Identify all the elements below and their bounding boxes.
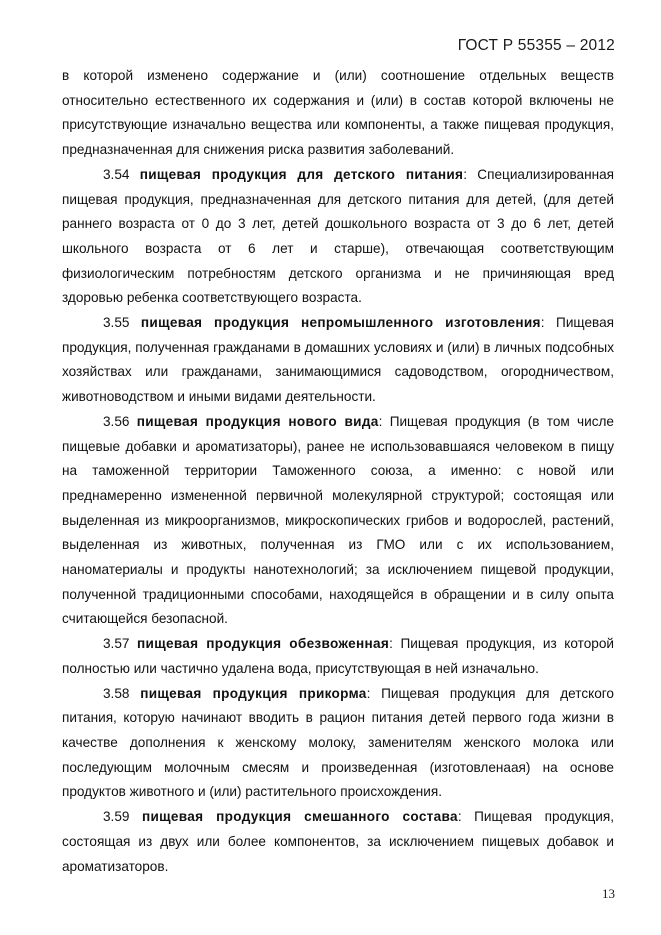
term-separator: :	[366, 685, 382, 701]
definition-text: Пищевая продукция, из которой полностью или частично удалена вода, присутствующая в ней изначально.	[62, 636, 615, 676]
continuation-paragraph	[62, 64, 614, 163]
definition-3-55	[62, 311, 614, 410]
definition-text: Пищевая продукция, полученная гражданами в домашних условиях и (или) в личных подсобных хозяйствах или гражданами, занимающимися садоводством, огородничеством, животноводством и иными видами деятельности.	[62, 315, 614, 405]
clause-number: 3.56	[103, 413, 137, 429]
clause-number: 3.58	[103, 685, 141, 701]
definition-text: Пищевая продукция для детского питания, которую начинают вводить в рацион питания детей первого года жизни в качестве дополнения к женскому молоку, заменителям женского молока или последующим молочным смесям и произведенная (изготовленаая) на основе продуктов животного и (или) растительного происхождения.	[62, 685, 614, 800]
clause-number: 3.55	[103, 315, 141, 331]
definition-text: Пищевая продукция (в том числе пищевые добавки и ароматизаторы), ранее не использовавшаяся человеком в пищу на таможенной территории Таможенного союза, а именно: с новой или преднамеренно измененной первичной молекулярной структурой; состоящая или выделенная из микроорганизмов, микроскопических грибов и водорослей, растений, выделенная из животных, полученная из ГМО или с их использованием, наноматериалы и продукты нанотехнологий; за исключением пищевой продукции, полученной традиционными способами, находящейся в обращении и в силу опыта считающейся безопасной.	[62, 413, 614, 627]
defined-term: пищевая продукция нового вида	[136, 413, 379, 429]
clause-number: 3.57	[103, 636, 138, 652]
defined-term: пищевая продукция прикорма	[140, 685, 367, 701]
defined-term: пищевая продукция непромышленного изготовления	[140, 315, 541, 331]
defined-term: пищевая продукция для детского питания	[139, 166, 464, 182]
paragraph-text: в которой изменено содержание и (или) соотношение отдельных веществ относительно естественного их содержания и (или) в состав которой включены не присутствующие изначально вещества или компоненты, а также пищевая продукция, предназначенная для снижения риска развития заболеваний.	[62, 68, 614, 158]
definition-3-58	[62, 682, 614, 806]
term-separator: :	[378, 413, 390, 429]
definition-text: Пищевая продукция, состоящая из двух или более компонентов, за исключением пищевых добавок и ароматизаторов.	[62, 809, 614, 874]
page-number: 13	[602, 886, 615, 901]
definition-3-54	[62, 163, 614, 311]
standard-header: ГОСТ Р 55355 – 2012	[457, 37, 615, 54]
definition-text: Специализированная пищевая продукция, предназначенная для детского питания для детей, (для детей раннего возраста от 0 до 3 лет, детей дошкольного возраста от 3 до 6 лет, детей школьного возраста от 6 лет и старше), отвечающая соответствующим физиологическим потребностям детского организма и не причиняющая вред здоровью ребенка соответствующего возраста.	[62, 166, 615, 306]
clause-number: 3.54	[103, 166, 140, 182]
defined-term: пищевая продукция смешанного состава	[141, 809, 458, 825]
definition-3-56	[62, 410, 614, 632]
defined-term: пищевая продукция обезвоженная	[137, 636, 390, 652]
definition-3-57	[62, 632, 614, 681]
term-separator: :	[463, 166, 478, 182]
term-separator: :	[457, 809, 475, 825]
term-separator: :	[389, 636, 401, 652]
term-separator: :	[540, 315, 557, 331]
clause-number: 3.59	[103, 809, 142, 825]
definition-3-59	[62, 805, 614, 879]
document-body	[62, 64, 614, 879]
